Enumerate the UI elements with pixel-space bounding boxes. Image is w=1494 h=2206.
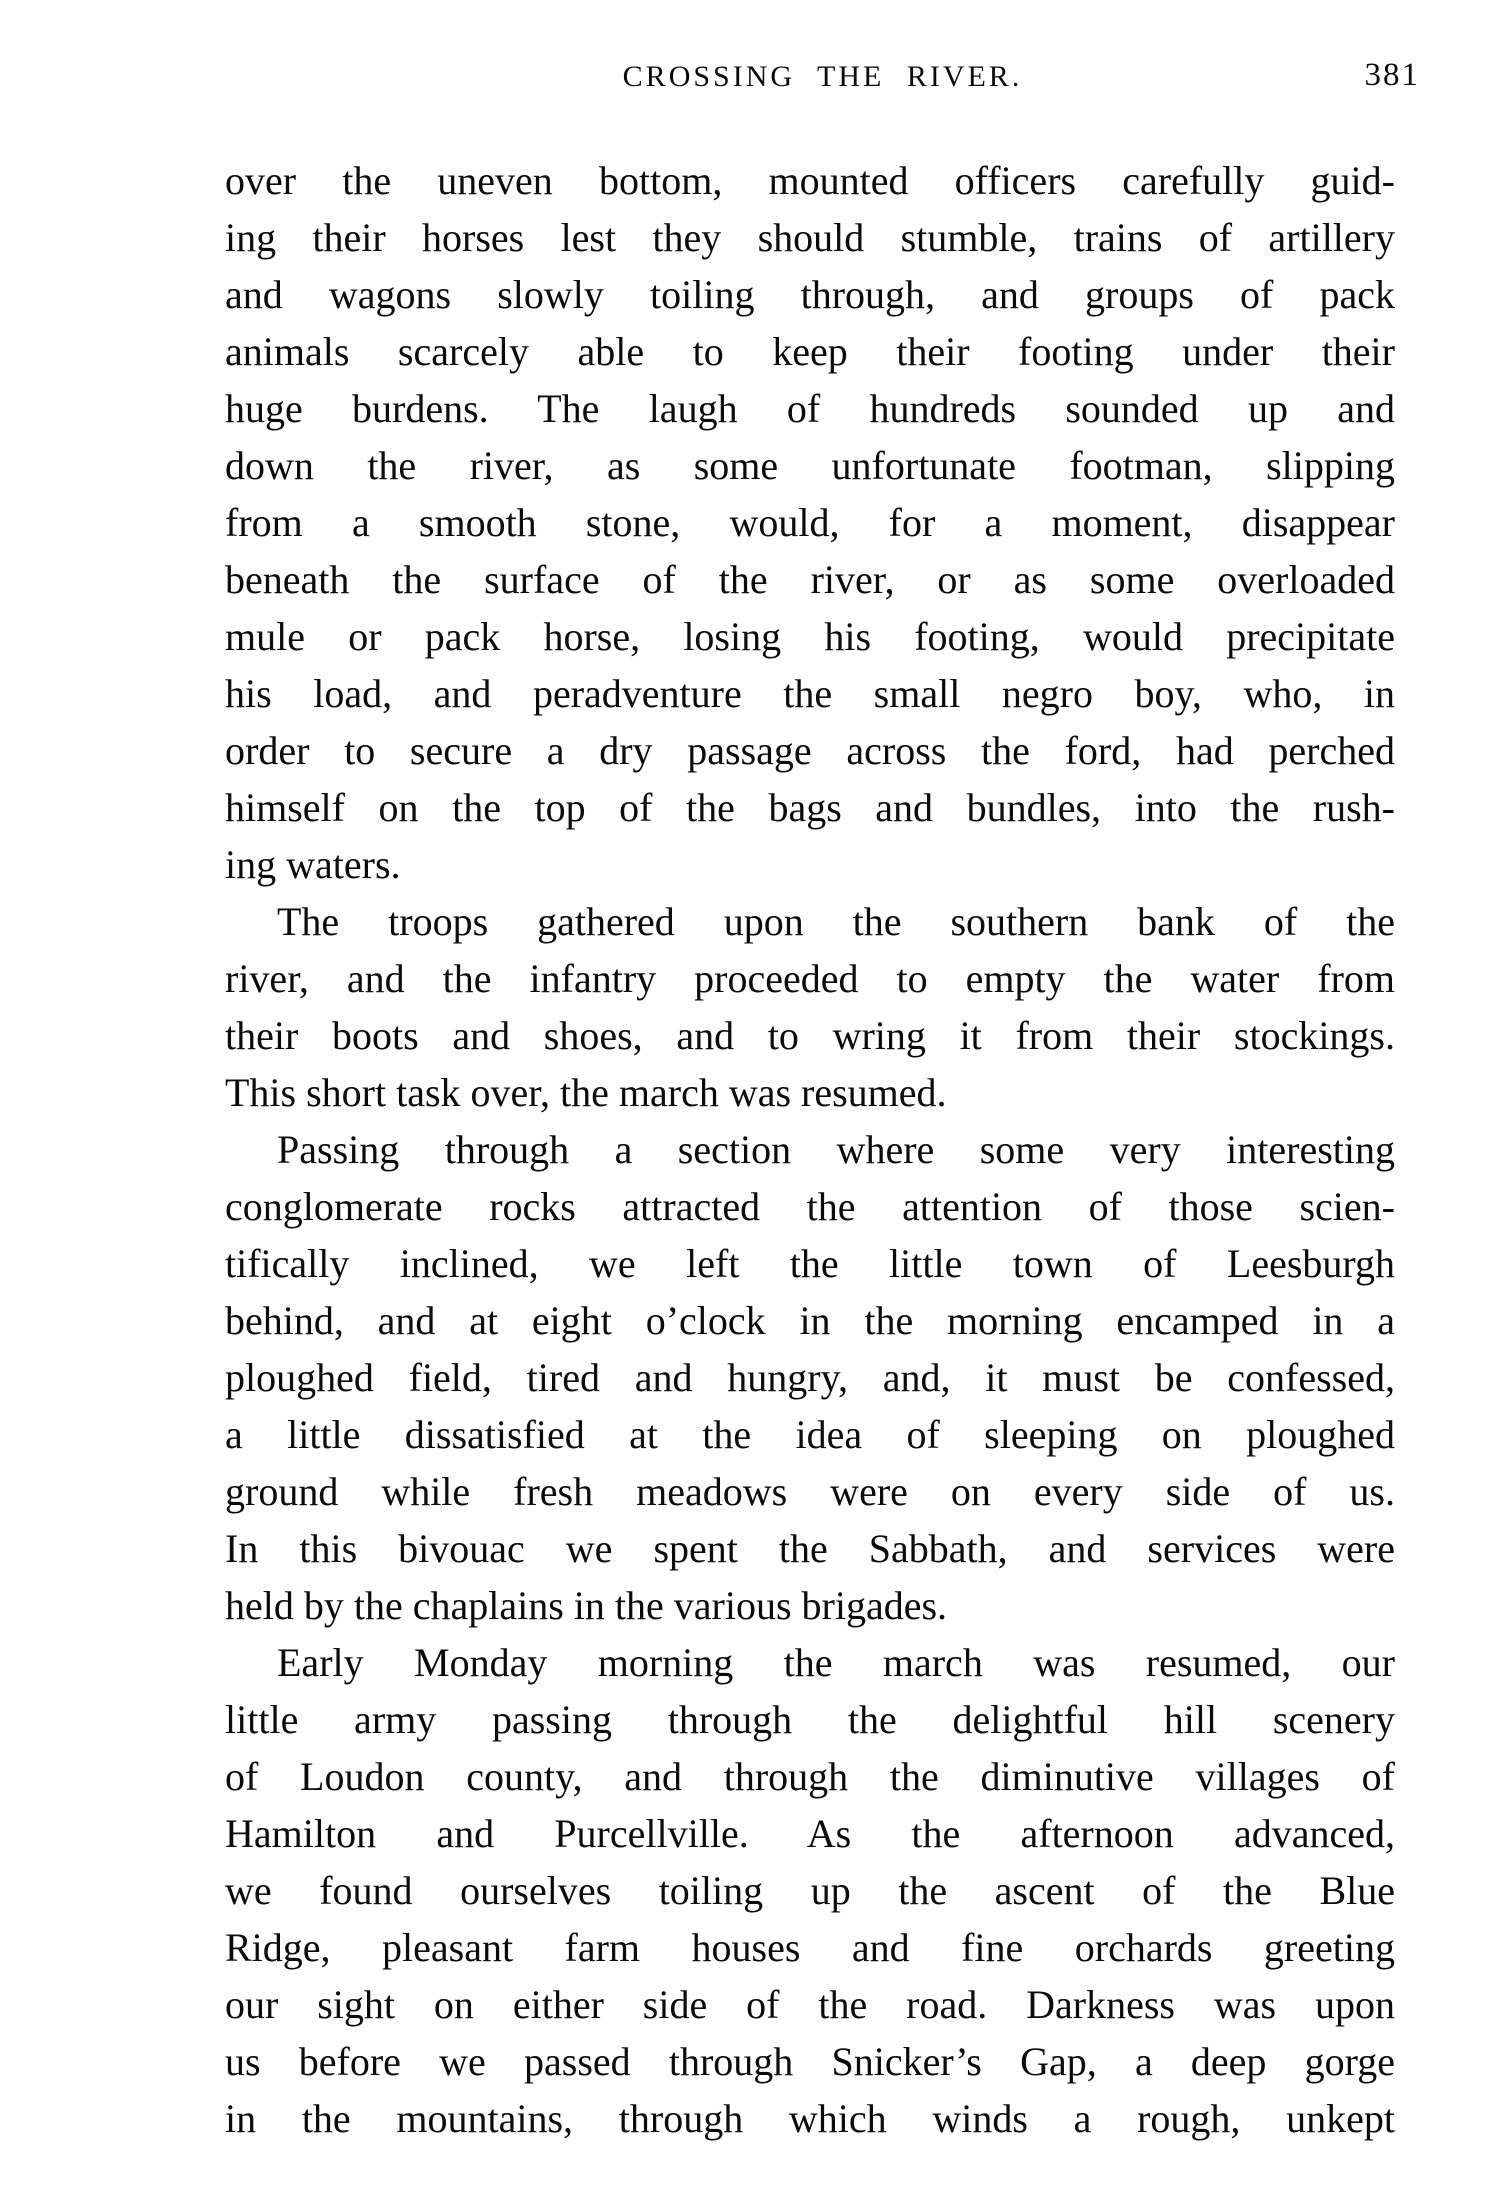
page-number: 381 (1364, 57, 1420, 93)
paragraph (225, 1121, 1395, 1634)
text-line: The troops gathered upon the southern bank of the (277, 899, 1395, 944)
text-line: tifically inclined, we left the little town of Leesburgh (225, 1241, 1395, 1286)
text-line: himself on the top of the bags and bundles, into the rush- (225, 785, 1395, 830)
text-line: river, and the infantry proceeded to empty the water from (225, 956, 1395, 1001)
text-line: conglomerate rocks attracted the attention of those scien- (225, 1184, 1395, 1229)
text-line: huge burdens. The laugh of hundreds sounded up and (225, 386, 1395, 431)
text-line: his load, and peradventure the small negro boy, who, in (225, 671, 1395, 716)
paragraph (225, 893, 1395, 1121)
text-line: ground while fresh meadows were on every side of us. (225, 1469, 1395, 1514)
text-line: beneath the surface of the river, or as some overloaded (225, 557, 1395, 602)
text-line: our sight on either side of the road. Darkness was upon (225, 1982, 1395, 2027)
text-line: we found ourselves toiling up the ascent of the Blue (225, 1868, 1395, 1913)
text-line: of Loudon county, and through the diminutive villages of (225, 1754, 1395, 1799)
text-line: Hamilton and Purcellville. As the afternoon advanced, (225, 1811, 1395, 1856)
text-line: order to secure a dry passage across the ford, had perched (225, 728, 1395, 773)
text-line: and wagons slowly toiling through, and groups of pack (225, 272, 1395, 317)
text-line: mule or pack horse, losing his footing, would precipitate (225, 614, 1395, 659)
text-line: from a smooth stone, would, for a moment, disappear (225, 500, 1395, 545)
text-line: Ridge, pleasant farm houses and fine orchards greeting (225, 1925, 1395, 1970)
text-line: ing their horses lest they should stumble, trains of artillery (225, 215, 1395, 260)
text-line: behind, and at eight o’clock in the morning encamped in a (225, 1298, 1395, 1343)
text-line: down the river, as some unfortunate footman, slipping (225, 443, 1395, 488)
text-line: Early Monday morning the march was resumed, our (277, 1640, 1395, 1685)
text-line: animals scarcely able to keep their footing under their (225, 329, 1395, 374)
text-line: a little dissatisfied at the idea of sleeping on ploughed (225, 1412, 1395, 1457)
text-line: Passing through a section where some very interesting (277, 1127, 1395, 1172)
text-line: us before we passed through Snicker’s Gap, a deep gorge (225, 2039, 1395, 2084)
text-line: This short task over, the march was resumed. (225, 1070, 947, 1115)
text-line: their boots and shoes, and to wring it from their stockings. (225, 1013, 1395, 1058)
text-line: in the mountains, through which winds a rough, unkept (225, 2096, 1395, 2141)
paragraph (225, 1634, 1395, 2147)
paragraph (225, 152, 1395, 893)
running-title: CROSSING THE RIVER. (622, 60, 1023, 93)
text-line: little army passing through the delightful hill scenery (225, 1697, 1395, 1742)
text-line: ing waters. (225, 842, 401, 887)
page-header (225, 57, 1420, 96)
text-line: over the uneven bottom, mounted officers carefully guid- (225, 158, 1395, 203)
text-line: held by the chaplains in the various brigades. (225, 1583, 948, 1628)
text-line: ploughed field, tired and hungry, and, it must be confessed, (225, 1355, 1395, 1400)
text-line: In this bivouac we spent the Sabbath, and services were (225, 1526, 1395, 1571)
page-body (225, 152, 1395, 2147)
